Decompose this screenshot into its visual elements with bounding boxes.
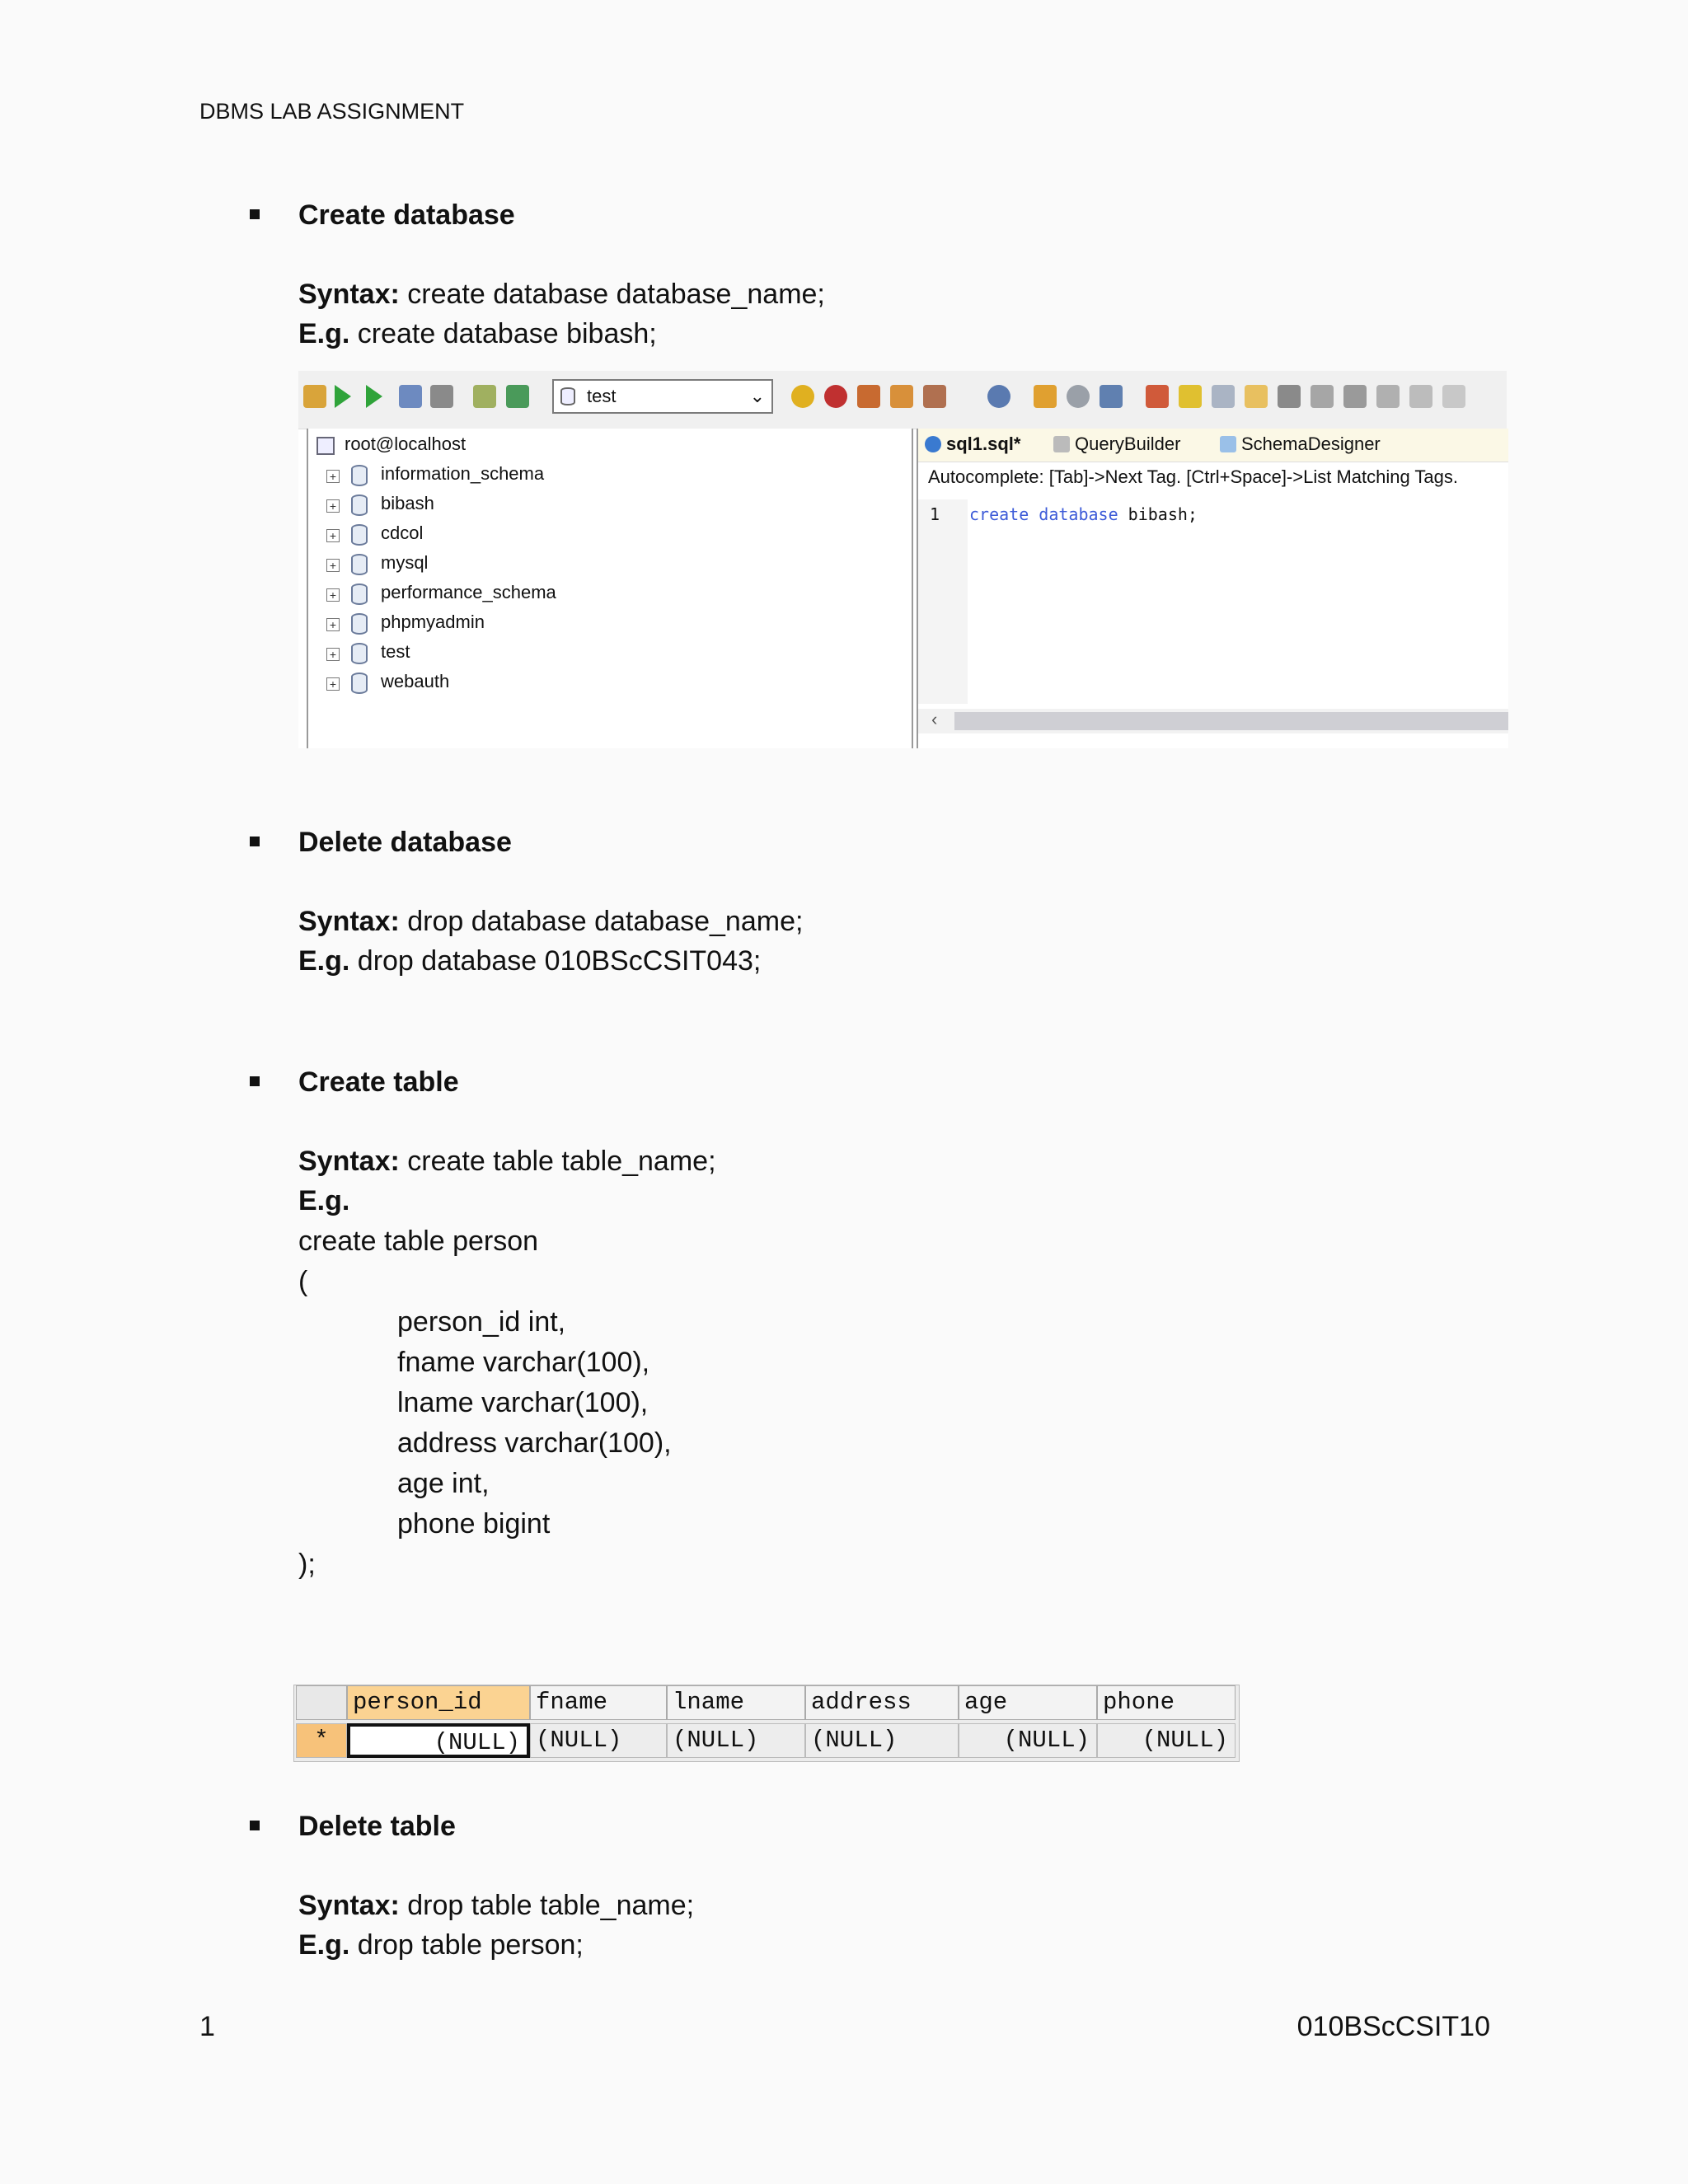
keyword-database: database (1039, 504, 1118, 524)
code-line: age int, (397, 1468, 490, 1499)
db-stack-icon[interactable] (1212, 385, 1235, 408)
line-gutter (918, 499, 968, 704)
chevron-down-icon: ⌄ (749, 386, 765, 406)
column-header[interactable]: person_id (347, 1685, 530, 1720)
section-heading-create-database: Create database (298, 199, 515, 231)
grid-cell[interactable]: (NULL) (805, 1723, 959, 1758)
column-header[interactable]: age (959, 1685, 1097, 1720)
example-label: E.g. (298, 945, 350, 977)
horizontal-scrollbar[interactable] (918, 709, 1508, 733)
table-export-icon[interactable] (1343, 385, 1367, 408)
tree-root-label: root@localhost (345, 434, 467, 454)
column-header[interactable]: lname (667, 1685, 805, 1720)
grid-cell[interactable]: (NULL) (530, 1723, 667, 1758)
example-label: E.g. (298, 1929, 350, 1961)
query-editor-panel (917, 429, 1508, 748)
section-heading-delete-table: Delete table (298, 1811, 456, 1842)
sync-icon[interactable] (506, 385, 529, 408)
column-header[interactable]: phone (1097, 1685, 1236, 1720)
section-heading-create-table: Create table (298, 1066, 459, 1098)
example-text: drop database 010BScCSIT043; (349, 945, 762, 977)
page-header: DBMS LAB ASSIGNMENT (199, 99, 465, 124)
syntax-label: Syntax: (298, 1146, 400, 1177)
paste-icon[interactable] (1245, 385, 1268, 408)
code-rest: bibash; (1118, 504, 1198, 524)
code-line: phone bigint (397, 1508, 551, 1540)
tree-item-label: information_schema (381, 463, 545, 484)
scheduler-icon[interactable] (923, 385, 946, 408)
server-icon (316, 437, 335, 455)
restore-icon[interactable] (824, 385, 847, 408)
syntax-line (298, 279, 825, 311)
tab-label: SchemaDesigner (1241, 434, 1381, 454)
autocomplete-hint: Autocomplete: [Tab]->Next Tag. [Ctrl+Space]->List Matching Tags. (928, 466, 1459, 487)
tab-sql1[interactable] (925, 434, 1020, 455)
user-manager-icon[interactable] (987, 385, 1010, 408)
column-header[interactable]: address (805, 1685, 959, 1720)
syntax-label: Syntax: (298, 279, 400, 310)
table-view-icon[interactable] (1409, 385, 1432, 408)
bullet (250, 1821, 260, 1830)
query-icon (925, 436, 941, 452)
database-icon (351, 613, 368, 635)
footer-id: 010BScCSIT10 (1296, 2011, 1490, 2042)
tab-label: sql1.sql* (946, 434, 1021, 454)
schema-icon[interactable] (1442, 385, 1465, 408)
database-icon (351, 554, 368, 575)
expand-icon[interactable]: + (326, 648, 340, 661)
object-browser (307, 429, 913, 748)
code-line: create table person (298, 1226, 539, 1257)
tab-schemadesigner[interactable] (1220, 434, 1381, 455)
code-line: address varchar(100), (397, 1427, 672, 1459)
example-label: E.g. (298, 318, 350, 349)
code-line: ); (298, 1549, 316, 1580)
tree-item-label: test (381, 641, 410, 662)
keyword-create: create (969, 504, 1029, 524)
querybuilder-icon (1053, 436, 1070, 452)
section-heading-delete-database: Delete database (298, 827, 512, 858)
schema-sync-icon[interactable] (1100, 385, 1123, 408)
expand-icon[interactable]: + (326, 559, 340, 572)
database-icon (351, 643, 368, 664)
syntax-label: Syntax: (298, 906, 400, 937)
scrollbar-thumb[interactable] (954, 712, 1508, 730)
grid-cell[interactable]: (NULL) (1097, 1723, 1236, 1758)
tab-querybuilder[interactable] (1053, 434, 1180, 455)
example-line (298, 945, 761, 977)
tree-item-label: mysql (381, 552, 429, 573)
search-icon[interactable] (1067, 385, 1090, 408)
syntax-line (298, 1890, 694, 1922)
syntax-line (298, 906, 803, 938)
schemadesigner-icon (1220, 436, 1236, 452)
syntax-text: create table table_name; (399, 1146, 716, 1177)
code-line: fname varchar(100), (397, 1347, 650, 1378)
table-copy-icon[interactable] (1311, 385, 1334, 408)
grid-cell-selected[interactable]: (NULL) (347, 1723, 530, 1758)
grid-cell[interactable]: (NULL) (667, 1723, 805, 1758)
example-label: E.g. (298, 1185, 350, 1216)
bullet (250, 209, 260, 219)
example-text: create database bibash; (349, 318, 657, 349)
database-icon (351, 524, 368, 546)
row-marker[interactable]: * (296, 1723, 347, 1758)
database-icon (560, 387, 575, 405)
database-selector[interactable] (552, 379, 773, 414)
table-grid-icon[interactable] (399, 385, 422, 408)
sqlyog-screenshot (298, 371, 1507, 748)
database-icon (351, 583, 368, 605)
export-icon[interactable] (890, 385, 913, 408)
expand-icon[interactable]: + (326, 470, 340, 483)
syntax-line (298, 1146, 716, 1178)
column-header[interactable]: fname (530, 1685, 667, 1720)
tree-item-label: performance_schema (381, 582, 556, 602)
syntax-label: Syntax: (298, 1890, 400, 1921)
grid-corner (296, 1685, 347, 1720)
refresh-icon[interactable] (473, 385, 496, 408)
tree-item-label: phpmyadmin (381, 612, 485, 632)
result-grid (293, 1685, 1240, 1762)
format-icon[interactable] (1278, 385, 1301, 408)
database-icon (351, 465, 368, 486)
notes-icon[interactable] (1179, 385, 1202, 408)
syntax-text: drop database database_name; (399, 906, 804, 937)
tree-item-label: webauth (381, 671, 450, 691)
syntax-text: create database database_name; (399, 279, 825, 310)
copy-db-icon[interactable] (1146, 385, 1169, 408)
expand-icon[interactable]: + (326, 677, 340, 691)
clean-icon[interactable] (1034, 385, 1057, 408)
editor-tabs (918, 429, 1508, 462)
syntax-text: drop table table_name; (399, 1890, 695, 1921)
execute-all-icon[interactable] (366, 385, 382, 408)
database-selector-value: test (587, 386, 617, 406)
grid-cell[interactable]: (NULL) (959, 1723, 1097, 1758)
table-import-icon[interactable] (1376, 385, 1400, 408)
code-line: person_id int, (397, 1306, 566, 1338)
expand-icon[interactable]: + (326, 529, 340, 542)
code-editor[interactable] (969, 504, 1198, 524)
example-line (298, 318, 657, 350)
code-line: lname varchar(100), (397, 1387, 649, 1418)
page-number: 1 (199, 2011, 215, 2042)
scroll-left-icon[interactable]: ‹ (931, 709, 938, 729)
line-number: 1 (930, 504, 940, 524)
expand-icon[interactable]: + (326, 588, 340, 602)
backup-icon[interactable] (791, 385, 814, 408)
tree-item-label: cdcol (381, 523, 424, 543)
example-text: drop table person; (349, 1929, 584, 1961)
connect-icon[interactable] (303, 385, 326, 408)
import-icon[interactable] (857, 385, 880, 408)
bullet (250, 1076, 260, 1086)
toolbar (298, 371, 1507, 429)
code-line: ( (298, 1266, 308, 1297)
database-icon (351, 673, 368, 694)
execute-icon[interactable] (335, 385, 351, 408)
database-icon (351, 494, 368, 516)
example-line (298, 1929, 584, 1961)
stop-icon[interactable] (430, 385, 453, 408)
bullet (250, 837, 260, 846)
expand-icon[interactable]: + (326, 618, 340, 631)
expand-icon[interactable]: + (326, 499, 340, 513)
tab-label: QueryBuilder (1075, 434, 1181, 454)
tree-item-label: bibash (381, 493, 434, 513)
